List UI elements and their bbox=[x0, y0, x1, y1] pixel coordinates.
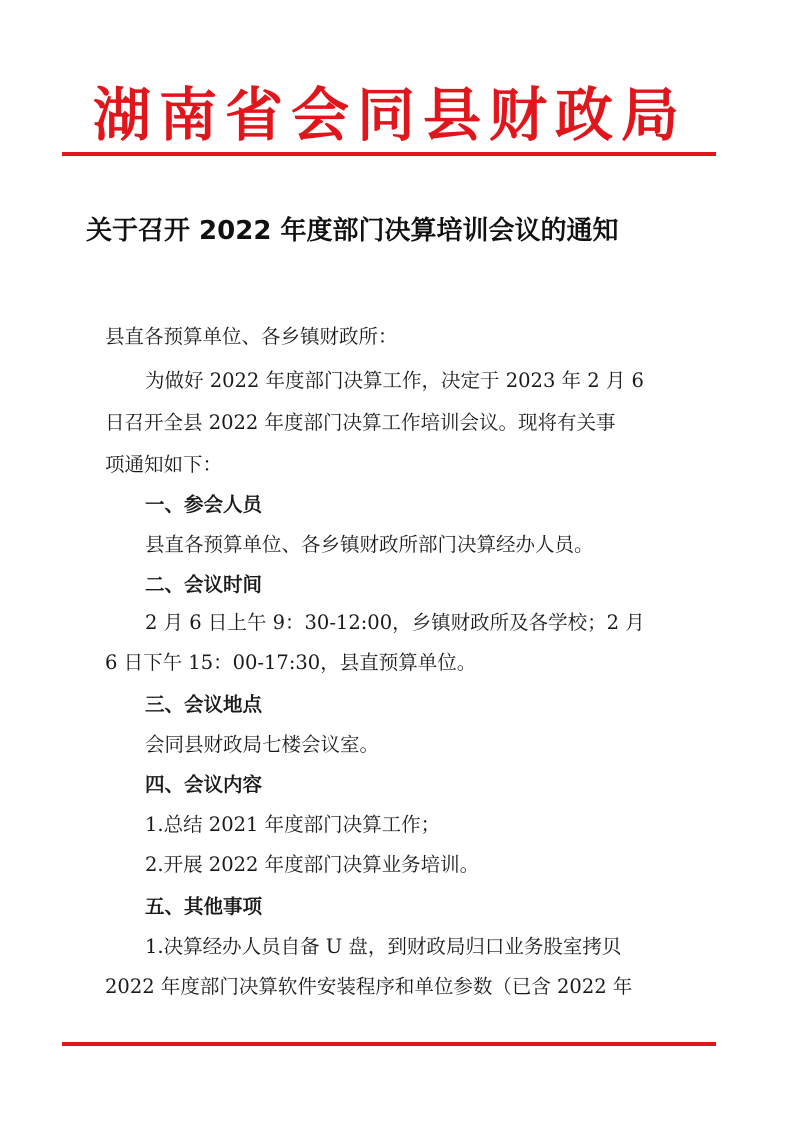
section-1-heading: 一、参会人员 bbox=[145, 493, 263, 516]
section-4-item-2: 2.开展 2022 年度部门决算业务培训。 bbox=[145, 853, 480, 876]
section-3-text: 会同县财政局七楼会议室。 bbox=[145, 733, 380, 756]
section-5-heading: 五、其他事项 bbox=[145, 895, 263, 918]
agency-masthead: 湖南省会同县财政局 bbox=[92, 81, 687, 149]
document-title: 关于召开 2022 年度部门决算培训会议的通知 bbox=[86, 216, 619, 246]
section-5-text-1: 1.决算经办人员自备 U 盘，到财政局归口业务股室拷贝 bbox=[145, 935, 622, 958]
section-1-text: 县直各预算单位、各乡镇财政所部门决算经办人员。 bbox=[145, 533, 594, 556]
intro-line-3: 项通知如下： bbox=[105, 453, 223, 476]
section-2-text-1: 2 月 6 日上午 9：30-12:00，乡镇财政所及各学校；2 月 bbox=[145, 611, 645, 634]
intro-line-2: 日召开全县 2022 年度部门决算工作培训会议。现将有关事 bbox=[105, 411, 616, 434]
section-4-item-1: 1.总结 2021 年度部门决算工作； bbox=[145, 813, 441, 836]
masthead-divider bbox=[62, 152, 716, 156]
section-5-text-2: 2022 年度部门决算软件安装程序和单位参数（已含 2022 年 bbox=[105, 975, 633, 998]
section-2-heading: 二、会议时间 bbox=[145, 573, 263, 596]
section-2-text-2: 6 日下午 15：00-17:30，县直预算单位。 bbox=[105, 651, 477, 674]
addressee: 县直各预算单位、各乡镇财政所： bbox=[105, 325, 398, 348]
section-3-heading: 三、会议地点 bbox=[145, 693, 263, 716]
footer-divider bbox=[62, 1042, 716, 1046]
intro-line-1: 为做好 2022 年度部门决算工作，决定于 2023 年 2 月 6 bbox=[145, 369, 644, 392]
section-4-heading: 四、会议内容 bbox=[145, 773, 263, 796]
